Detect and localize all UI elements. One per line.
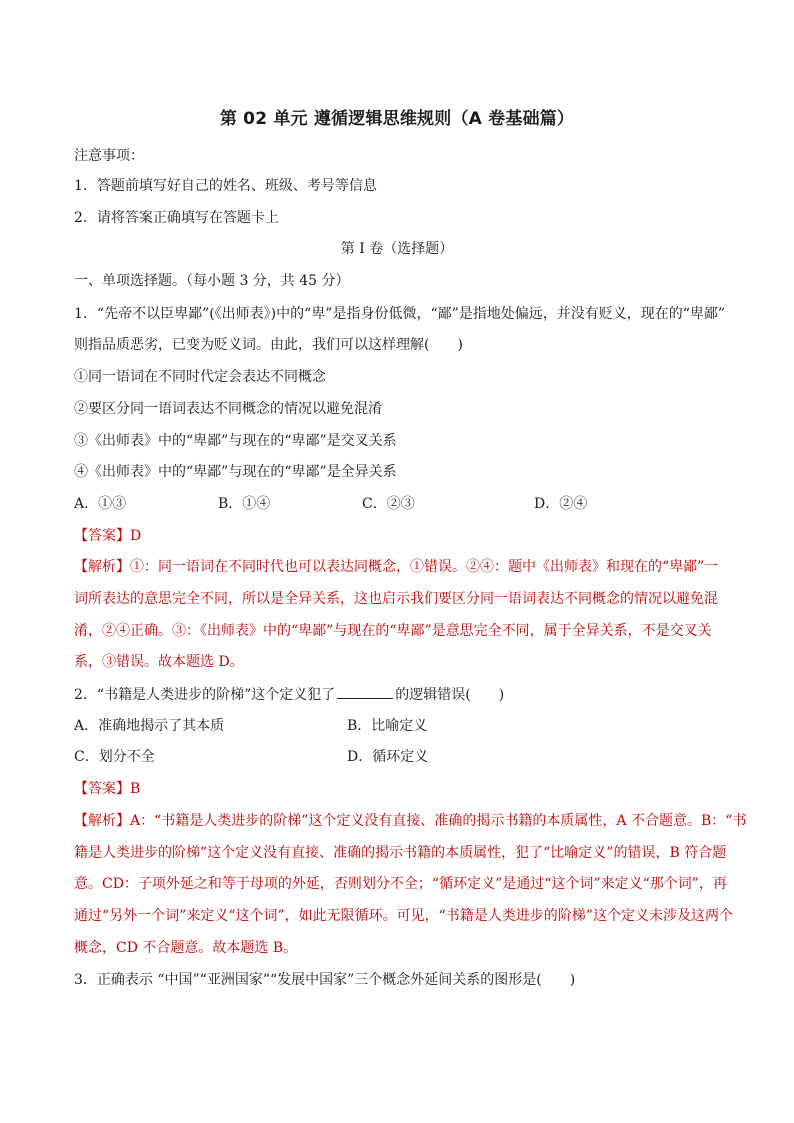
q1-option-d: D．②④ [534,496,588,512]
notice-item: 2．请将答案正确填写在答题卡上 [74,210,279,226]
q2-analysis-line [74,811,747,831]
q2-stem-text: 2．“书籍是人类进步的阶梯”这个定义犯了 [74,687,336,703]
q2-answer [74,779,724,799]
q2-option-c: C．划分不全 [74,749,155,765]
analysis-tag: 【解析】 [74,559,130,575]
q1-statement: ③《出师表》中的“卑鄙”与现在的“卑鄙”是交叉关系 [74,433,397,449]
analysis-text: ①：同一语词在不同时代也可以表达同概念，①错误。②④：题中《出师表》和现在的“卑鄙”一 [130,559,719,575]
q1-analysis-line: 系，③错误。故本题选 D。 [74,654,244,670]
notice-heading: 注意事项： [74,148,144,164]
q2-stem [74,684,724,705]
answer-tag: 【答案】 [74,781,130,797]
q1-option-a: A．①③ [74,496,127,512]
q1-stem-line: 则指品质恶劣，已变为贬义词。由此，我们可以这样理解( ) [74,337,463,353]
answer-tag: 【答案】 [74,528,130,544]
analysis-tag: 【解析】 [74,813,130,829]
notice-item: 1．答题前填写好自己的姓名、班级、考号等信息 [74,178,377,194]
q1-answer [74,526,724,546]
section-title: 第 I 卷（选择题） [340,241,454,257]
q1-option-c: C．②③ [362,496,415,512]
q1-stem-line: 1．“先帝不以臣卑鄙”(《出师表》)中的“卑”是指身份低微，“鄙”是指地处偏远，并没有贬义，现在的“卑鄙” [74,306,726,322]
q1-statement: ④《出师表》中的“卑鄙”与现在的“卑鄙”是全异关系 [74,464,397,480]
q2-option-a: A．准确地揭示了其本质 [74,718,225,734]
q1-analysis-line: 淆，②④正确。③：《出师表》中的“卑鄙”与现在的“卑鄙”是意思完全不同，属于全异关系，不是交叉关 [74,623,712,639]
q2-option-d: D．循环定义 [347,749,429,765]
q1-statement: ①同一语词在不同时代定会表达不同概念 [74,369,326,385]
page-title: 第 02 单元 遵循逻辑思维规则（A 卷基础篇） [219,109,575,129]
analysis-text: A：“书籍是人类进步的阶梯”这个定义没有直接、准确的揭示书籍的本质属性，A 不合题意。B：“书 [130,813,747,829]
q1-analysis-line [74,557,724,577]
answer-value: B [130,781,141,797]
q1-statement: ②要区分同一语词表达不同概念的情况以避免混淆 [74,401,382,417]
fill-in-blank [337,684,393,699]
q2-analysis-line: 籍是人类进步的阶梯”这个定义没有直接、准确的揭示书籍的本质属性，犯了“比喻定义”的错误，B 符合题 [74,845,727,861]
part-heading: 一、单项选择题。（每小题 3 分，共 45 分） [74,273,350,289]
q2-analysis-line: 意。CD：子项外延之和等于母项的外延，否则划分不全；“循环定义”是通过“这个词”来定义“那个词”，再 [74,876,727,892]
q2-stem-text: 的逻辑错误( ) [395,687,505,703]
q3-stem: 3．正确表示 “中国”“亚洲国家”“发展中国家”三个概念外延间关系的图形是( ) [74,972,576,988]
q2-option-b: B．比喻定义 [347,718,428,734]
q1-analysis-line: 词所表达的意思完全不同，所以是全异关系，这也启示我们要区分同一语词表达不同概念的情况以避免混 [74,591,718,607]
q2-analysis-line: 通过“另外一个词”来定义“这个词”，如此无限循环。可见，“书籍是人类进步的阶梯”这个定义未涉及这两个 [74,908,733,924]
answer-value: D [130,528,142,544]
q1-option-b: B．①④ [218,496,271,512]
q2-analysis-line: 概念，CD 不合题意。故本题选 B。 [74,940,298,956]
